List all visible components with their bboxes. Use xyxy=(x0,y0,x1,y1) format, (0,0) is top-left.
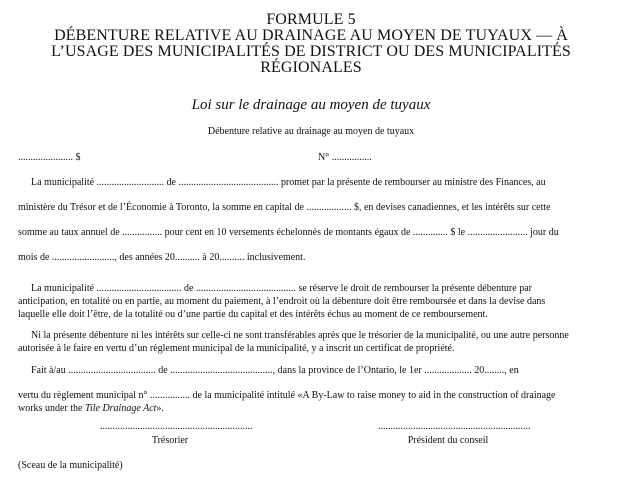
form-title-line-3: RÉGIONALES xyxy=(260,59,362,76)
paragraph-2-line-1: La municipalité .................................. de ........................................ se réserve le droit de rembourser la présente débenture par xyxy=(31,283,532,294)
debenture-number-field: N° ................ xyxy=(318,152,372,163)
president-signature-line: ............................................................. xyxy=(378,421,531,432)
debenture-subtitle: Débenture relative au drainage au moyen de tuyaux xyxy=(207,126,415,137)
form-title-line-1: DÉBENTURE RELATIVE AU DRAINAGE AU MOYEN DE TUYAUX — À xyxy=(54,27,568,44)
paragraph-2-line-3: laquelle elle doit l’être, de la totalité ou d’une partie du capital et des intérêts échus au moment de ce remboursement. xyxy=(18,309,488,320)
seal-note: (Sceau de la municipalité) xyxy=(18,460,123,471)
paragraph-1-line-2: ministère du Trésor et de l’Économie à Toronto, la somme en capital de .................. $, en devises canadiennes, et les intérêts sur cette xyxy=(18,202,551,213)
paragraph-1-line-3: somme au taux annuel de ................ pour cent en 10 versements échelonnés de montants égaux de .............. $ le ........................ jour du xyxy=(18,227,559,238)
paragraph-3-line-1: Ni la présente débenture ni les intérêts sur celle-ci ne sont transférables après que le trésorier de la municipalité, ou une autre personne xyxy=(31,330,569,341)
act-title-italic: Tile Drainage Act xyxy=(84,403,157,414)
paragraph-1-line-4: mois de ........................., des années 20.......... à 20.......... inclusivement. xyxy=(18,252,306,263)
form-header xyxy=(0,12,622,76)
form-number: FORMULE 5 xyxy=(266,11,356,28)
president-label: Président du conseil xyxy=(407,435,489,446)
paragraph-4-line-1: Fait à/au ................................... de ........................................., dans la province de l’Ontario, le 1er ................... 20........, en xyxy=(31,365,519,376)
bylaw-text: works under the xyxy=(18,403,85,414)
act-name: Loi sur le drainage au moyen de tuyaux xyxy=(191,97,431,113)
treasurer-label: Trésorier xyxy=(151,435,189,446)
paragraph-4-line-3 xyxy=(18,403,164,415)
paragraph-3-line-2: autorisée à le faire en vertu d’un règlement municipal de la municipalité, y a inscrit un certificat de propriété. xyxy=(18,343,455,354)
paragraph-2-line-2: anticipation, en totalité ou en partie, au moment du paiement, à l’endroit où la débenture doit être remboursée et dans la devise dans xyxy=(18,296,546,307)
amount-field: ...................... $ xyxy=(18,152,81,163)
bylaw-text-end: ». xyxy=(156,403,164,414)
treasurer-signature-line: ............................................................. xyxy=(100,421,253,432)
paragraph-1-line-1: La municipalité ........................... de ........................................ promet par la présente de rembourser au ministre des Finances, au xyxy=(31,177,546,188)
form-title-line-2: L’USAGE DES MUNICIPALITÉS DE DISTRICT OU DES MUNICIPALITÉS xyxy=(51,43,571,60)
paragraph-4-line-2: vertu du règlement municipal n° ................ de la municipalité intitulé «A By-Law to raise money to aid in the construction of drainage xyxy=(18,390,556,401)
